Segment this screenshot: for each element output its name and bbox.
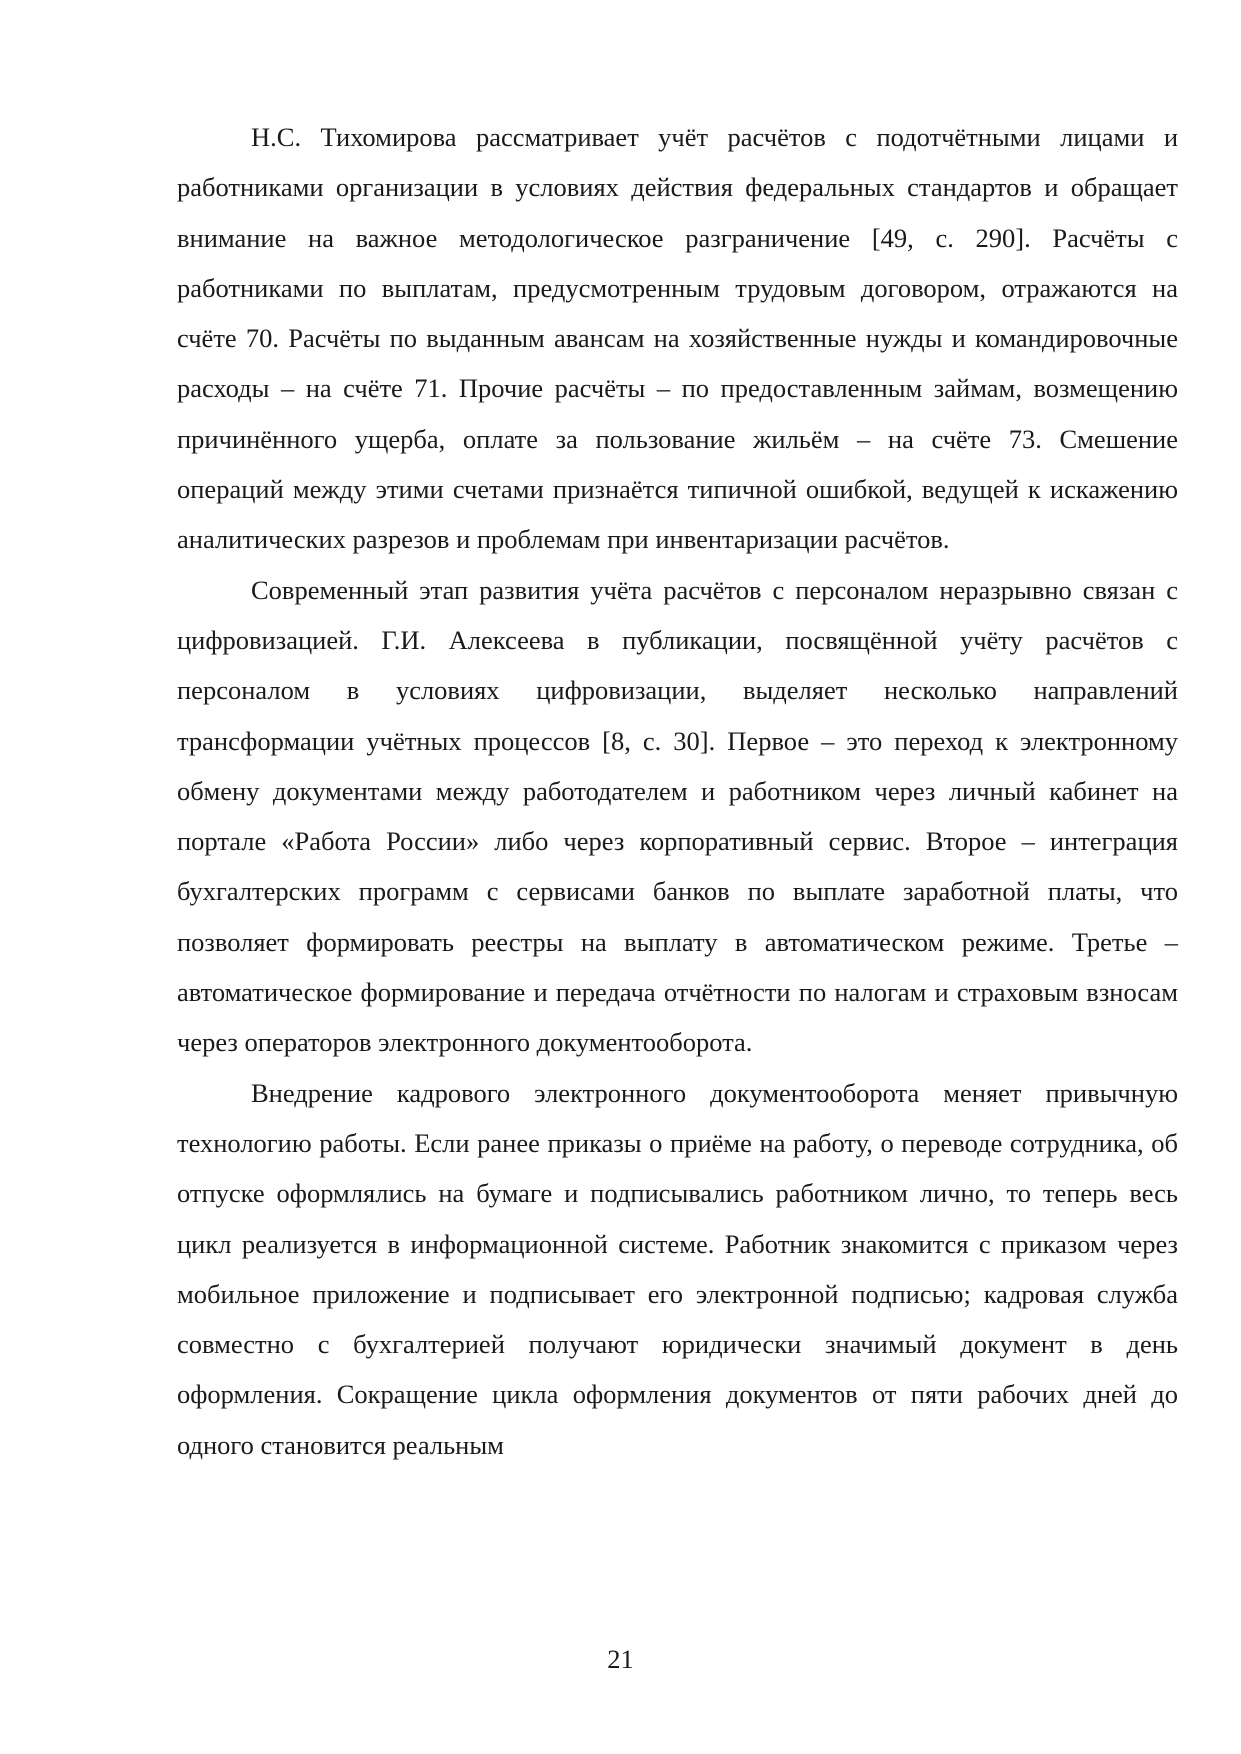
paragraph-1: Н.С. Тихомирова рассматривает учёт расчётов с подотчётными лицами и работниками организации в условиях действия федеральных стандартов и обращает внимание на важное методологическое разграничение [49, с. 290]. Расчёты с работниками по выплатам, предусмотренным трудовым договором, отражаются на счёте 70. Расчёты по выданным авансам на хозяйственные нужды и командировочные расходы – на счёте 71. Прочие расчёты – по предоставленным займам, возмещению причинённого ущерба, оплате за пользование жильём – на счёте 73. Смешение операций между этими счетами признаётся типичной ошибкой, ведущей к искажению аналитических разрезов и проблемам при инвентаризации расчётов. bbox=[177, 122, 1178, 555]
page-number: 21 bbox=[607, 1644, 634, 1674]
paragraph-2: Современный этап развития учёта расчётов с персоналом неразрывно связан с цифровизацией. Г.И. Алексеева в публикации, посвящённой учёту расчётов с персоналом в условиях цифровизации, выделяет несколько направлений трансформации учётных процессов [8, с. 30]. Первое – это переход к электронному обмену документами между работодателем и работником через личный кабинет на портале «Работа России» либо через корпоративный сервис. Второе – интеграция бухгалтерских программ с сервисами банков по выплате заработной платы, что позволяет формировать реестры на выплату в автоматическом режиме. Третье – автоматическое формирование и передача отчётности по налогам и страховым взносам через операторов электронного документооборота. bbox=[177, 574, 1178, 1058]
document-body bbox=[177, 112, 1178, 1470]
paragraph-3: Внедрение кадрового электронного документооборота меняет привычную технологию работы. Если ранее приказы о приёме на работу, о переводе сотрудника, об отпуске оформлялись на бумаге и подписывались работником лично, то теперь весь цикл реализуется в информационной системе. Работник знакомится с приказом через мобильное приложение и подписывает его электронной подписью; кадровая служба совместно с бухгалтерией получают юридически значимый документ в день оформления. Сокращение цикла оформления документов от пяти рабочих дней до одного становится реальным bbox=[177, 1077, 1178, 1460]
